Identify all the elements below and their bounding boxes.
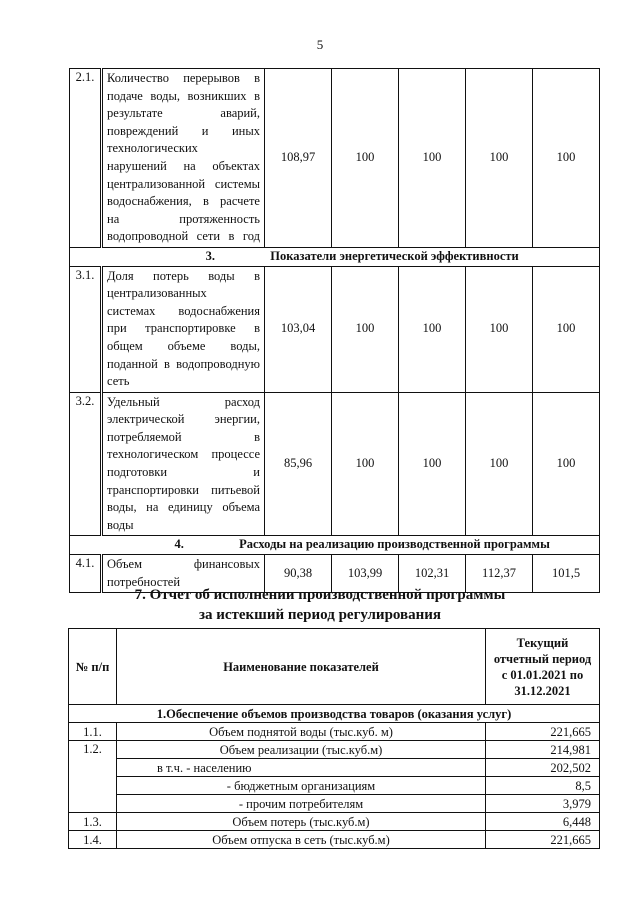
indicator-row bbox=[70, 266, 600, 392]
report-row-value: 214,981 bbox=[486, 741, 600, 759]
description-line: электрической энергии, bbox=[107, 412, 260, 427]
row-value: 101,5 bbox=[533, 555, 600, 593]
section-header bbox=[70, 247, 600, 266]
row-value: 100 bbox=[399, 392, 466, 536]
row-value: 100 bbox=[466, 266, 533, 392]
description-line: подготовки и bbox=[107, 465, 260, 480]
row-description bbox=[102, 392, 265, 536]
report-row-value: 221,665 bbox=[486, 831, 600, 849]
indicator-row bbox=[70, 392, 600, 536]
description-line: централизованных bbox=[107, 286, 207, 301]
report-row-name: Объем поднятой воды (тыс.куб. м) bbox=[117, 723, 486, 741]
report-row bbox=[69, 813, 600, 831]
description-line: нарушений на объектах bbox=[107, 158, 260, 173]
report-row bbox=[69, 795, 600, 813]
section-number: 4. bbox=[174, 537, 184, 552]
description-line: результате аварий, bbox=[107, 106, 260, 121]
report-row-number: 1.4. bbox=[69, 831, 117, 849]
description-line: технологических bbox=[107, 141, 198, 156]
section-header-row bbox=[70, 536, 600, 555]
report-section-row bbox=[69, 705, 600, 723]
row-value: 100 bbox=[399, 69, 466, 248]
indicator-row bbox=[70, 69, 600, 248]
section-title: Расходы на реализацию производственной программы bbox=[239, 537, 550, 552]
description-line: подаче воды, возникших в bbox=[107, 88, 260, 103]
row-value: 100 bbox=[533, 69, 600, 248]
description-line: Удельный расход bbox=[107, 394, 260, 409]
row-value: 85,96 bbox=[265, 392, 332, 536]
description-line: водоснабжения, в расчете bbox=[107, 194, 260, 209]
report-row-value: 3,979 bbox=[486, 795, 600, 813]
row-value: 100 bbox=[466, 69, 533, 248]
description-line: Доля потерь воды в bbox=[107, 268, 260, 283]
production-report-table bbox=[68, 628, 600, 849]
section-number: 3. bbox=[205, 248, 215, 263]
section-title: Показатели энергетической эффективности bbox=[270, 248, 519, 263]
description-line: потребляемой в bbox=[107, 429, 260, 444]
description-line: воды bbox=[107, 517, 134, 532]
row-description bbox=[102, 69, 265, 248]
row-description bbox=[102, 266, 265, 392]
header-num: № п/п bbox=[69, 629, 117, 705]
row-value: 100 bbox=[332, 69, 399, 248]
description-line: Количество перерывов в bbox=[107, 71, 260, 85]
row-value: 103,99 bbox=[332, 555, 399, 593]
report-row bbox=[69, 831, 600, 849]
row-value: 100 bbox=[399, 266, 466, 392]
row-value: 100 bbox=[332, 392, 399, 536]
header-name: Наименование показателей bbox=[117, 629, 486, 705]
report-section-title: 1.Обеспечение объемов производства товаров (оказания услуг) bbox=[69, 705, 600, 723]
row-value: 100 bbox=[533, 392, 600, 536]
row-number: 3.1. bbox=[70, 266, 102, 392]
description-line: воды, на единицу объема bbox=[107, 500, 260, 515]
report-row-name: Объем отпуска в сеть (тыс.куб.м) bbox=[117, 831, 486, 849]
description-line: при транспортировке в bbox=[107, 321, 260, 336]
row-number: 2.1. bbox=[70, 69, 102, 248]
row-value: 100 bbox=[466, 392, 533, 536]
indicators-table bbox=[69, 68, 600, 593]
report-row-name: в т.ч. - населению bbox=[117, 759, 486, 777]
description-line: общем объеме воды, bbox=[107, 338, 260, 353]
row-value: 108,97 bbox=[265, 69, 332, 248]
report-row-value: 221,665 bbox=[486, 723, 600, 741]
row-value: 100 bbox=[533, 266, 600, 392]
section-header bbox=[70, 536, 600, 555]
section-7-title-line-2: за истекший период регулирования bbox=[198, 607, 442, 623]
description-line: сеть bbox=[107, 374, 130, 389]
description-line: водопроводной сети в год bbox=[107, 229, 260, 244]
page-number: 5 bbox=[316, 37, 324, 52]
report-row-name: Объем реализации (тыс.куб.м) bbox=[117, 741, 486, 759]
report-row bbox=[69, 759, 600, 777]
description-line: системах водоснабжения bbox=[107, 303, 260, 318]
description-line: на протяженность bbox=[107, 211, 260, 226]
report-header-row bbox=[69, 629, 600, 705]
section-7-title bbox=[0, 585, 640, 625]
description-line: потребностей bbox=[107, 574, 181, 589]
report-row-name: - прочим потребителям bbox=[117, 795, 486, 813]
section-header-row bbox=[70, 247, 600, 266]
report-row bbox=[69, 723, 600, 741]
description-line: технологическом процессе bbox=[107, 447, 260, 462]
row-value: 102,31 bbox=[399, 555, 466, 593]
row-value: 90,38 bbox=[265, 555, 332, 593]
row-value: 100 bbox=[332, 266, 399, 392]
report-row-value: 6,448 bbox=[486, 813, 600, 831]
row-number: 3.2. bbox=[70, 392, 102, 536]
description-line: поданной в водопроводную bbox=[107, 356, 260, 371]
report-row-number: 1.3. bbox=[69, 813, 117, 831]
description-line: Объем финансовых bbox=[107, 557, 260, 572]
section-7-title-line-1: 7. Отчет об исполнении производственной программы bbox=[134, 587, 506, 603]
report-row-value: 202,502 bbox=[486, 759, 600, 777]
row-number: 4.1. bbox=[70, 555, 102, 593]
header-period: Текущий отчетный период с 01.01.2021 по 31.12.2021 bbox=[486, 629, 600, 705]
report-row-number: 1.2. bbox=[69, 741, 117, 813]
report-row-number: 1.1. bbox=[69, 723, 117, 741]
description-line: транспортировки питьевой bbox=[107, 482, 260, 497]
report-row-value: 8,5 bbox=[486, 777, 600, 795]
description-line: централизованной системы bbox=[107, 176, 260, 191]
report-row-name: Объем потерь (тыс.куб.м) bbox=[117, 813, 486, 831]
report-row bbox=[69, 777, 600, 795]
row-value: 103,04 bbox=[265, 266, 332, 392]
report-row bbox=[69, 741, 600, 759]
row-value: 112,37 bbox=[466, 555, 533, 593]
description-line: повреждений и иных bbox=[107, 123, 260, 138]
report-row-name: - бюджетным организациям bbox=[117, 777, 486, 795]
